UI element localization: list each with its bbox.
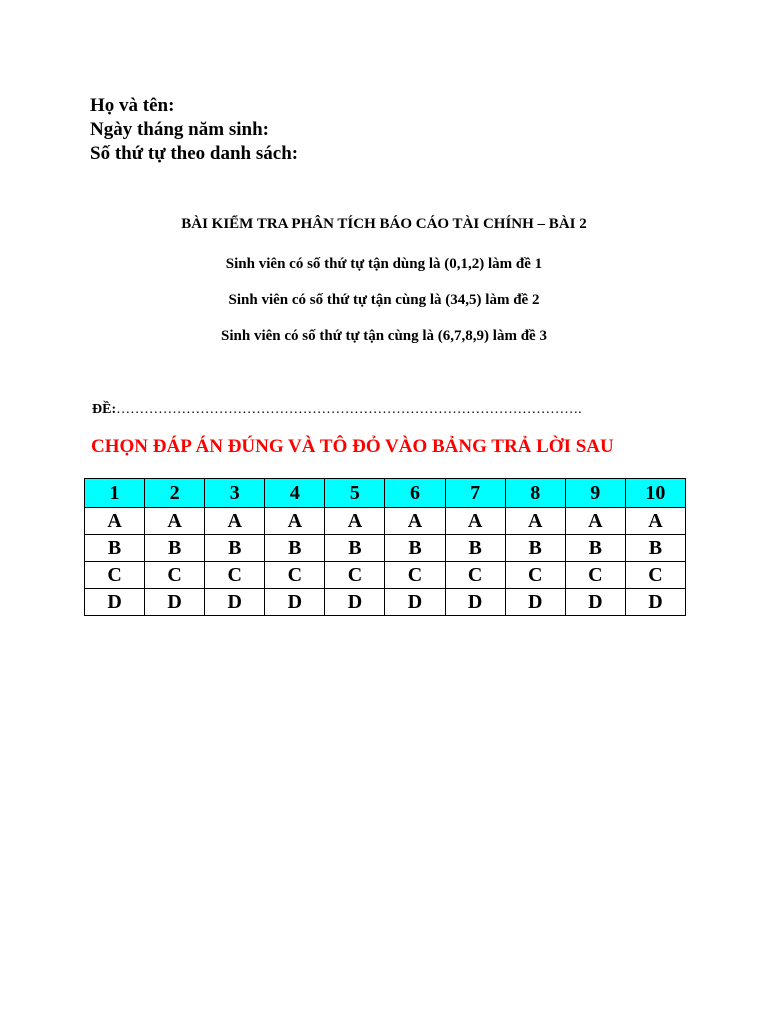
name-label: Họ và tên: [90,95,175,116]
answer-cell-q3-d[interactable]: D [205,589,265,616]
answer-cell-q4-a[interactable]: A [265,508,325,535]
list-number-label: Số thứ tự theo danh sách: [90,143,299,164]
answer-cell-q1-a[interactable]: A [85,508,145,535]
question-number-cell: 1 [85,479,145,508]
answer-cell-q2-d[interactable]: D [145,589,205,616]
answer-cell-q9-a[interactable]: A [565,508,625,535]
answer-cell-q5-d[interactable]: D [325,589,385,616]
answer-cell-q2-a[interactable]: A [145,508,205,535]
answer-cell-q6-a[interactable]: A [385,508,445,535]
dob-label: Ngày tháng năm sinh: [90,119,269,140]
question-number-cell: 8 [505,479,565,508]
question-number-cell: 9 [565,479,625,508]
answer-cell-q6-b[interactable]: B [385,535,445,562]
answer-cell-q10-a[interactable]: A [625,508,685,535]
answer-cell-q8-d[interactable]: D [505,589,565,616]
answer-cell-q9-b[interactable]: B [565,535,625,562]
answer-cell-q2-c[interactable]: C [145,562,205,589]
answer-cell-q8-b[interactable]: B [505,535,565,562]
answer-cell-q8-a[interactable]: A [505,508,565,535]
question-number-cell: 4 [265,479,325,508]
exam-rule-3: Sinh viên có số thứ tự tận cùng là (6,7,8,9) làm đề 3 [221,328,547,344]
exam-code-label: ĐỀ: [92,402,117,417]
answer-cell-q10-c[interactable]: C [625,562,685,589]
question-number-cell: 6 [385,479,445,508]
answer-cell-q3-a[interactable]: A [205,508,265,535]
question-number-cell: 3 [205,479,265,508]
answer-cell-q4-b[interactable]: B [265,535,325,562]
student-info-block [90,94,298,166]
option-row-d [85,589,686,616]
answer-cell-q4-c[interactable]: C [265,562,325,589]
answer-sheet-table [84,478,686,616]
answer-cell-q8-c[interactable]: C [505,562,565,589]
question-number-cell: 2 [145,479,205,508]
answer-cell-q1-d[interactable]: D [85,589,145,616]
answer-cell-q1-c[interactable]: C [85,562,145,589]
answer-cell-q3-b[interactable]: B [205,535,265,562]
answer-cell-q7-a[interactable]: A [445,508,505,535]
answer-instruction: CHỌN ĐÁP ÁN ĐÚNG VÀ TÔ ĐỎ VÀO BẢNG TRẢ LỜI SAU [91,436,614,457]
answer-cell-q6-d[interactable]: D [385,589,445,616]
answer-cell-q9-c[interactable]: C [565,562,625,589]
exam-title: BÀI KIỂM TRA PHÂN TÍCH BÁO CÁO TÀI CHÍNH – BÀI 2 [181,216,587,232]
question-number-cell: 7 [445,479,505,508]
answer-cell-q1-b[interactable]: B [85,535,145,562]
answer-cell-q10-b[interactable]: B [625,535,685,562]
exam-rule-2: Sinh viên có số thứ tự tận cùng là (34,5) làm đề 2 [228,292,540,308]
exam-code-line [92,402,582,418]
answer-cell-q5-b[interactable]: B [325,535,385,562]
exam-code-blank: ………………………………………………………………………………………. [116,402,582,417]
answer-cell-q2-b[interactable]: B [145,535,205,562]
answer-cell-q5-c[interactable]: C [325,562,385,589]
answer-cell-q6-c[interactable]: C [385,562,445,589]
answer-cell-q7-b[interactable]: B [445,535,505,562]
answer-cell-q3-c[interactable]: C [205,562,265,589]
answer-cell-q4-d[interactable]: D [265,589,325,616]
question-number-row [85,479,686,508]
answer-cell-q5-a[interactable]: A [325,508,385,535]
answer-cell-q7-c[interactable]: C [445,562,505,589]
answer-cell-q10-d[interactable]: D [625,589,685,616]
answer-cell-q9-d[interactable]: D [565,589,625,616]
question-number-cell: 10 [625,479,685,508]
exam-rule-1: Sinh viên có số thứ tự tận dùng là (0,1,2) làm đề 1 [225,256,543,272]
option-row-c [85,562,686,589]
answer-cell-q7-d[interactable]: D [445,589,505,616]
option-row-a [85,508,686,535]
question-number-cell: 5 [325,479,385,508]
option-row-b [85,535,686,562]
